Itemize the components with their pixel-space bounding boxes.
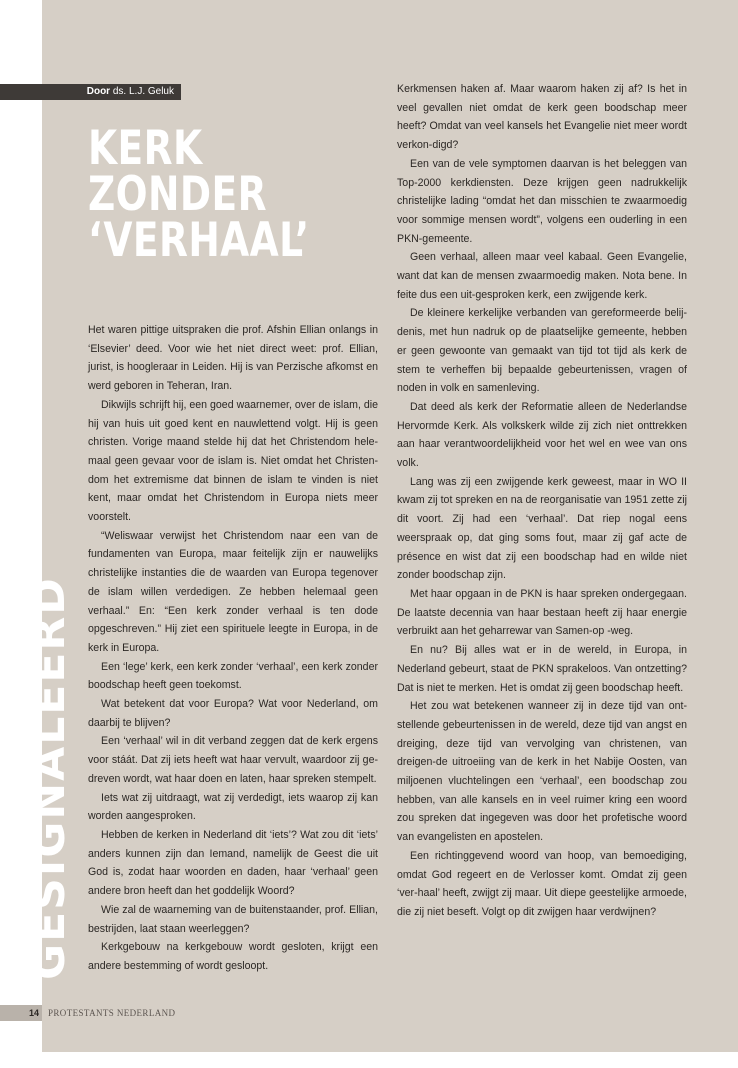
paragraph: De kleinere kerkelijke verbanden van gereformeerde belij-denis, met hun nadruk op de plaatselijke gemeente, hebben er geen gewoonte van gemaakt van tijd tot tijd als kerk de stem te verheffen bij bepaalde gebeurtenissen, vragen of noden in volk en samenleving.: [397, 307, 687, 395]
page-number: 14: [0, 1005, 42, 1021]
title-line: ZONDER: [88, 167, 267, 222]
paragraph: Kerkmensen haken af. Maar waarom haken zij af? Is het in veel gevallen niet omdat de kerk geen boodschap meer heeft? Omdat van veel kansels het Evangelie niet meer wordt verkon-digd?: [397, 83, 687, 152]
paragraph: Hebben de kerken in Nederland dit ‘iets’? Wat zou dit ‘iets’ anders kunnen zijn dan Iemand, namelijk de Geest die uit God is, zodat haar woorden en daden, haar ‘verhaal’ geen andere bron heeft dan het goddelijk Woord?: [88, 828, 378, 898]
paragraph: Wat betekent dat voor Europa? Wat voor Nederland, om daarbij te blijven?: [88, 698, 378, 729]
paragraph: Wie zal de waarneming van de buitenstaander, prof. Ellian, bestrijden, laat staan weerleggen?: [88, 903, 378, 935]
right-column: [397, 80, 687, 922]
title-line: ‘VERHAAL’: [88, 213, 310, 268]
paragraph: Dat deed als kerk der Reformatie alleen de Nederlandse Hervormde Kerk. Als volkskerk wilde zij zich niet onttrekken aan haar verantwoordelijkheid voor het wel en wee van ons volk.: [397, 400, 687, 470]
paragraph: Een van de vele symptomen daarvan is het beleggen van Top-2000 kerkdiensten. Deze krijgen geen nadrukkelijk christelijke lading “omdat het dan misschien te zwaarmoedig voor sommige mensen wordt”, volgens een ouderling in een PKN-gemeente.: [397, 157, 687, 245]
paragraph: Geen verhaal, alleen maar veel kabaal. Geen Evangelie, want dat kan de mensen zwaarmoedig maken. Nota bene. In feite dus een uit-gesproken kerk, een zwijgende kerk.: [397, 251, 687, 301]
paragraph: Lang was zij een zwijgende kerk geweest, maar in WO II kwam zij tot spreken en na de reorganisatie van 1951 zette zij dit voort. Zij had een ‘verhaal’. Dat riep nogal eens weerspraak op, dat ging soms fout, maar zij gaf acte de présence en wist dat zij een boodschap had en wilde niet zonder boodschap zijn.: [397, 475, 687, 582]
byline-prefix: Door: [86, 86, 111, 97]
paragraph: Dikwijls schrijft hij, een goed waarnemer, over de islam, die hij van huis uit goed kent en nauwlettend volgt. Hij is geen christen. Vorige maand stelde hij dat het Christendom hele-maal geen gevaar voor de islam is. Niet omdat het Christen-dom het extremisme dat binnen de islam te vinden is niet kent, maar omdat het Christendom in Europa niets meer voorstelt.: [88, 398, 378, 524]
publication-name: PROTESTANTS NEDERLAND: [48, 1008, 176, 1018]
paragraph: Het waren pittige uitspraken die prof. Afshin Ellian onlangs in ‘Elsevier’ deed. Voor wie het niet direct weet: prof. Ellian, jurist, is hoogleraar in Leiden. Hij is van Perzische afkomst en werd geboren in Teheran, Iran.: [88, 324, 378, 393]
byline: [0, 84, 181, 100]
article-title: [88, 121, 310, 268]
paragraph: Een ‘lege’ kerk, een kerk zonder ‘verhaal’, een kerk zonder boodschap heeft geen toekomst.: [88, 660, 378, 692]
left-column: [88, 321, 378, 976]
paragraph: Een ‘verhaal’ wil in dit verband zeggen dat de kerk ergens voor stáát. Dat zij iets heeft wat haar vervult, waardoor zij ge-dreven wordt, wat haar doen en laten, haar spreken stempelt.: [88, 735, 378, 785]
paragraph: Met haar opgaan in de PKN is haar spreken ondergegaan. De laatste decennia van haar bestaan heeft zij haar energie verbruikt aan het geharrewar van Samen-op -weg.: [397, 587, 687, 638]
title-line: KERK: [88, 121, 203, 176]
byline-author: ds. L.J. Geluk: [112, 86, 174, 97]
page-footer: [0, 1005, 175, 1021]
section-label: GESIGNALEERD: [24, 576, 75, 980]
paragraph: Iets wat zij uitdraagt, wat zij verdedigt, iets waarop zij kan worden aangesproken.: [88, 791, 378, 823]
paragraph: Het zou wat betekenen wanneer zij in deze tijd van ont-stellende gebeurtenissen in de wereld, deze tijd van angst en dreiging, deze tijd van vervolging van christenen, van dreigen-de uitroeiing van de kerk in het Nabije Oosten, van miljoenen vluchtelingen een ‘verhaal’, een boodschap zou hebben, van alle kansels en in veel ruimer kring een woord zou spreken dat ingegeven was door het profetische woord van evangelisten en apostelen.: [397, 700, 687, 844]
paragraph: En nu? Bij alles wat er in de wereld, in Europa, in Nederland gebeurt, staat de PKN sprakeloos. Van ontzetting? Dat is niet te merken. Het is omdat zij geen boodschap heeft.: [397, 644, 687, 694]
paragraph: Kerkgebouw na kerkgebouw wordt gesloten, krijgt een andere bestemming of wordt gesloopt.: [88, 941, 378, 972]
paragraph: Een richtinggevend woord van hoop, van bemoediging, omdat God regeert en de Verlosser komt. Omdat zij geen ‘ver-haal’ heeft, zwijgt zij maar. Uit diepe geestelijke armoede, die zij niet beseft. Volgt op dit zwijgen haar verdwijnen?: [397, 849, 687, 918]
paragraph: “Weliswaar verwijst het Christendom naar een van de fundamenten van Europa, maar feitelijk zijn er nauwelijks christelijke instanties die de waarden van Europa tegenover de islam willen verdedigen. Ze hebben helemaal geen verhaal.” En: “Een kerk zonder verhaal is ten dode opgeschreven.” Hij ziet een spirituele leegte in Europa, in de kerk in Europa.: [88, 529, 378, 654]
